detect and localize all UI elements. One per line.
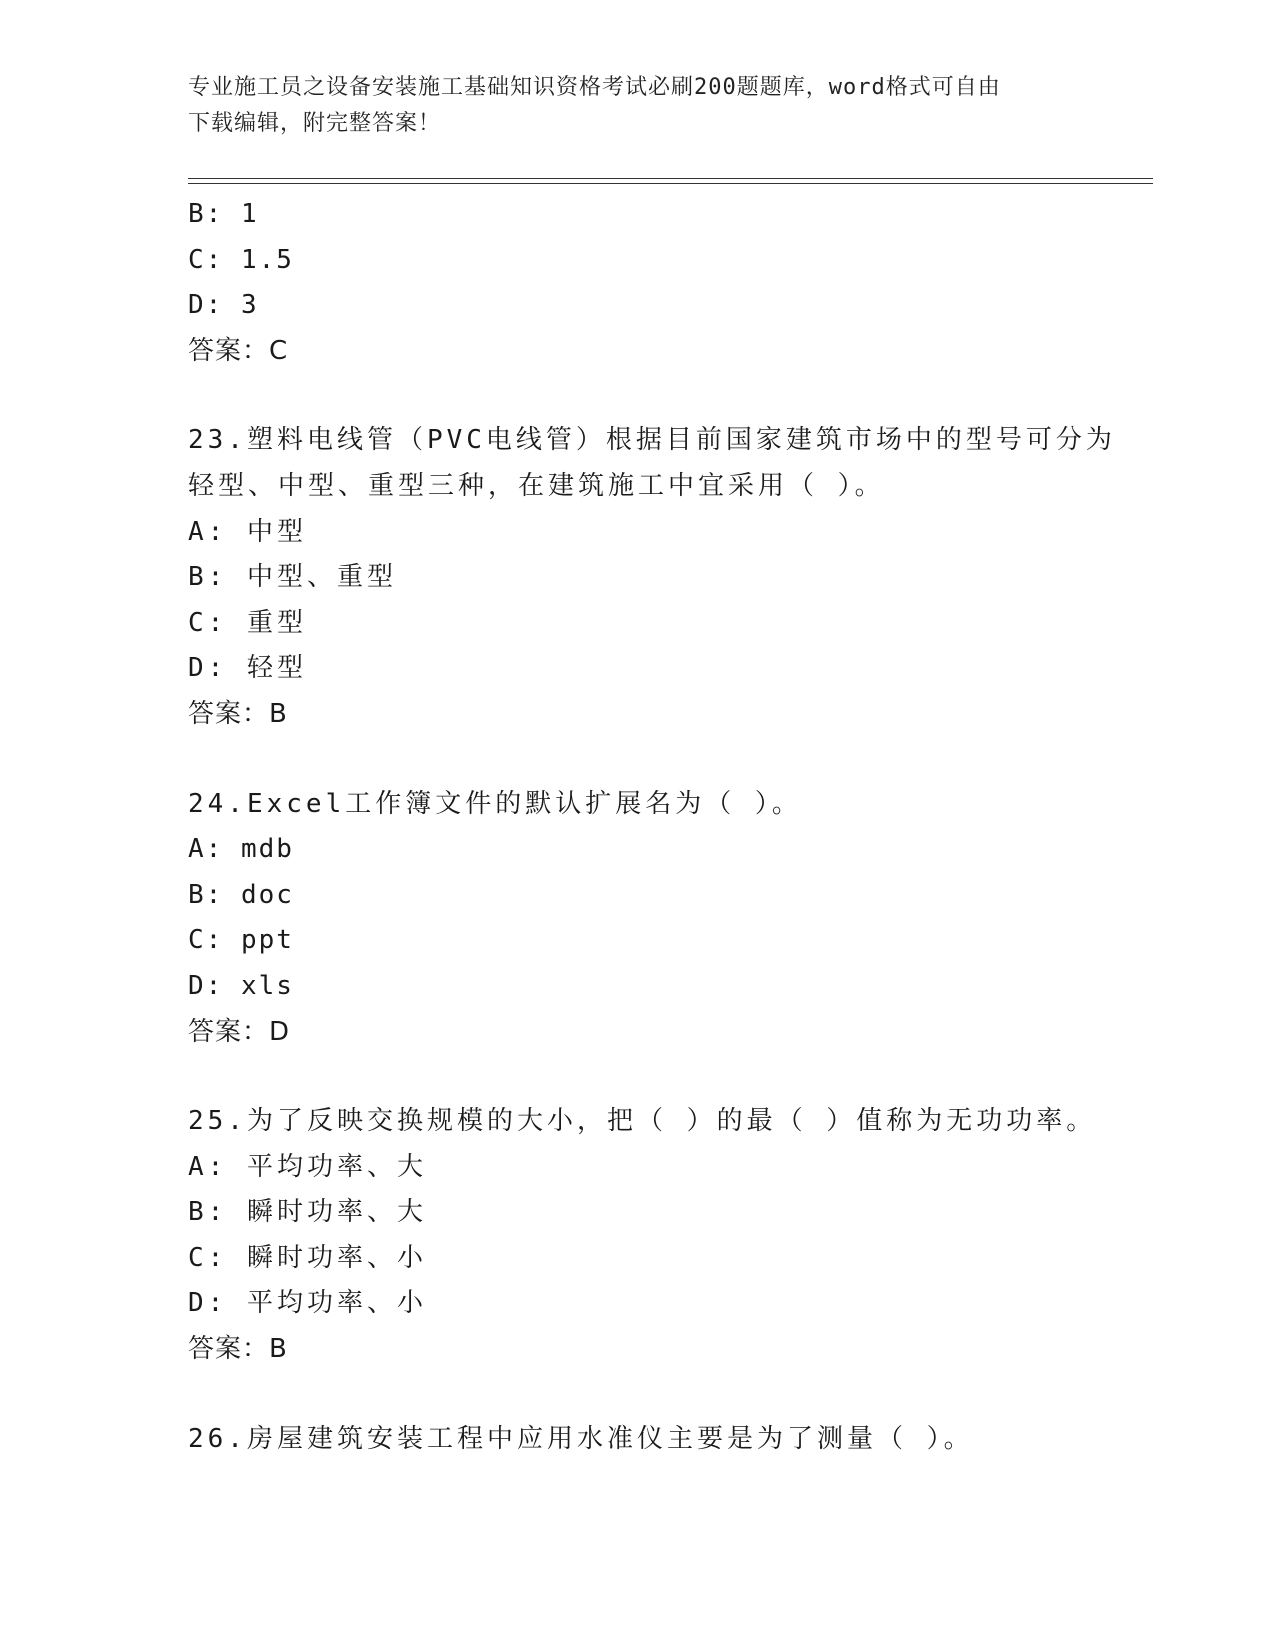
question-block-25 — [188, 1099, 1148, 1373]
option-line: C: 瞬时功率、小 — [188, 1242, 427, 1273]
question-block-prev — [188, 192, 1148, 374]
header-line-1: 专业施工员之设备安装施工基础知识资格考试必刷200题题库，word格式可自由 — [188, 75, 1001, 100]
header-divider-bottom — [188, 183, 1153, 184]
option-line: B: 1 — [188, 199, 259, 229]
answer-line: 答案：B — [188, 1334, 288, 1365]
option-line: A: 平均功率、大 — [188, 1151, 427, 1182]
option-line: C: ppt — [188, 925, 294, 956]
option-line: B: doc — [188, 879, 294, 910]
question-stem: 23.塑料电线管（PVC电线管）根据目前国家建筑市场中的型号可分为 — [188, 425, 1116, 456]
question-block-26 — [188, 1417, 1148, 1463]
option-line: B: 瞬时功率、大 — [188, 1197, 427, 1228]
answer-line: 答案：B — [188, 698, 288, 729]
question-stem: 24.Excel工作簿文件的默认扩展名为（ ）。 — [188, 788, 802, 819]
option-line: C: 1.5 — [188, 244, 294, 275]
option-line: D: 轻型 — [188, 653, 307, 684]
question-block-24 — [188, 782, 1148, 1056]
question-block-23 — [188, 418, 1148, 737]
question-stem: 26.房屋建筑安装工程中应用水准仪主要是为了测量（ ）。 — [188, 1423, 974, 1454]
document-header — [188, 70, 1088, 142]
option-line: A: mdb — [188, 834, 294, 865]
option-line: A: 中型 — [188, 516, 307, 547]
question-list — [188, 192, 1148, 1462]
answer-line: 答案：C — [188, 335, 289, 366]
option-line: B: 中型、重型 — [188, 562, 397, 593]
option-line: D: 平均功率、小 — [188, 1288, 427, 1319]
option-line: C: 重型 — [188, 607, 307, 638]
option-line: D: 3 — [188, 290, 259, 321]
question-stem: 轻型、中型、重型三种，在建筑施工中宜采用（ ）。 — [188, 470, 885, 501]
header-divider-top — [188, 178, 1153, 179]
header-line-2: 下载编辑，附完整答案！ — [188, 111, 442, 136]
option-line: D: xls — [188, 970, 294, 1001]
question-stem: 25.为了反映交换规模的大小，把（ ）的最（ ）值称为无功功率。 — [188, 1106, 1097, 1137]
answer-line: 答案：D — [188, 1016, 291, 1047]
